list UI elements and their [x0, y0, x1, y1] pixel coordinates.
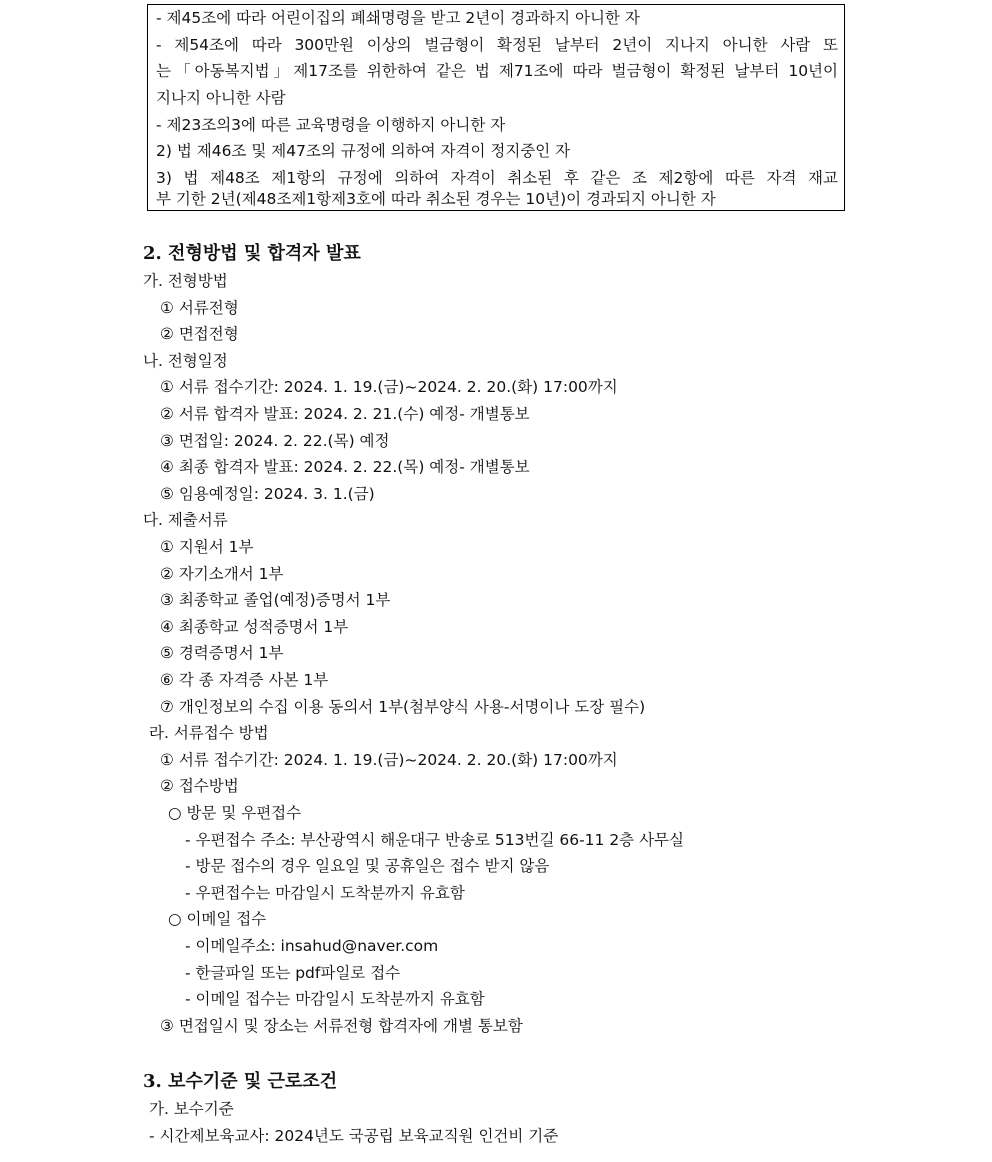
box-line: 부 기한 2년(제48조제1항제3호에 따라 취소된 경우는 10년)이 경과되지 아니한 자	[156, 190, 716, 208]
subsection-ga-title: 가. 전형방법	[143, 272, 228, 290]
list-item: ② 접수방법	[160, 777, 239, 795]
disqualification-box	[147, 4, 845, 211]
box-line: 지나지 아니한 사람	[156, 89, 286, 107]
list-item: ① 서류전형	[160, 299, 239, 317]
subsection-na-title: 나. 전형일정	[143, 352, 228, 370]
box-line: 는「아동복지법」제17조를 위한하여 같은 법 제71조에 따라 벌금형이 확정된 날부터 10년이	[156, 62, 838, 80]
list-item: ① 서류 접수기간: 2024. 1. 19.(금)~2024. 2. 20.(화) 17:00까지	[160, 378, 618, 396]
subsection-da-title: 다. 제출서류	[143, 511, 228, 529]
box-line: - 제45조에 따라 어린이집의 폐쇄명령을 받고 2년이 경과하지 아니한 자	[156, 9, 640, 27]
list-item: - 시간제보육교사: 2024년도 국공립 보육교직원 인건비 기준	[149, 1127, 559, 1145]
list-item: ③ 최종학교 졸업(예정)증명서 1부	[160, 591, 391, 609]
list-item: ② 서류 합격자 발표: 2024. 2. 21.(수) 예정- 개별통보	[160, 405, 530, 423]
box-line: 3) 법 제48조 제1항의 규정에 의하여 자격이 취소된 후 같은 조 제2항에 따른 자격 재교	[156, 169, 838, 187]
list-item: ⑤ 임용예정일: 2024. 3. 1.(금)	[160, 485, 375, 503]
list-item: ⑥ 각 종 자격증 사본 1부	[160, 671, 329, 689]
visit-mail-heading: ○ 방문 및 우편접수	[168, 804, 302, 822]
list-item: ⑦ 개인정보의 수집 이용 동의서 1부(첨부양식 사용-서명이나 도장 필수)	[160, 698, 646, 716]
subsection-ra-title: 라. 서류접수 방법	[149, 724, 269, 742]
list-item: ② 자기소개서 1부	[160, 565, 284, 583]
list-item: ⑤ 경력증명서 1부	[160, 644, 284, 662]
subsection-ga-title: 가. 보수기준	[149, 1100, 234, 1118]
list-item: - 한글파일 또는 pdf파일로 접수	[185, 964, 401, 982]
list-item: - 이메일 접수는 마감일시 도착분까지 유효함	[185, 990, 485, 1008]
box-line: - 제54조에 따라 300만원 이상의 벌금형이 확정된 날부터 2년이 지나지 아니한 사람 또	[156, 36, 838, 54]
list-item: - 방문 접수의 경우 일요일 및 공휴일은 접수 받지 않음	[185, 857, 550, 875]
list-item: ④ 최종 합격자 발표: 2024. 2. 22.(목) 예정- 개별통보	[160, 458, 530, 476]
box-line: - 제23조의3에 따른 교육명령을 이행하지 아니한 자	[156, 116, 506, 134]
section-2-title: 2. 전형방법 및 합격자 발표	[143, 243, 361, 264]
box-line: 2) 법 제46조 및 제47조의 규정에 의하여 자격이 정지중인 자	[156, 142, 571, 160]
list-item: - 이메일주소: insahud@naver.com	[185, 937, 439, 955]
email-heading: ○ 이메일 접수	[168, 910, 267, 928]
list-item: ① 지원서 1부	[160, 538, 254, 556]
list-item: - 우편접수 주소: 부산광역시 해운대구 반송로 513번길 66-11 2층 사무실	[185, 831, 684, 849]
list-item: ③ 면접일시 및 장소는 서류전형 합격자에 개별 통보함	[160, 1017, 523, 1035]
section-3-title: 3. 보수기준 및 근로조건	[143, 1071, 338, 1092]
list-item: ③ 면접일: 2024. 2. 22.(목) 예정	[160, 432, 390, 450]
list-item: ④ 최종학교 성적증명서 1부	[160, 618, 349, 636]
list-item: ② 면접전형	[160, 325, 239, 343]
list-item: - 우편접수는 마감일시 도착분까지 유효함	[185, 884, 465, 902]
list-item: ① 서류 접수기간: 2024. 1. 19.(금)~2024. 2. 20.(화) 17:00까지	[160, 751, 618, 769]
